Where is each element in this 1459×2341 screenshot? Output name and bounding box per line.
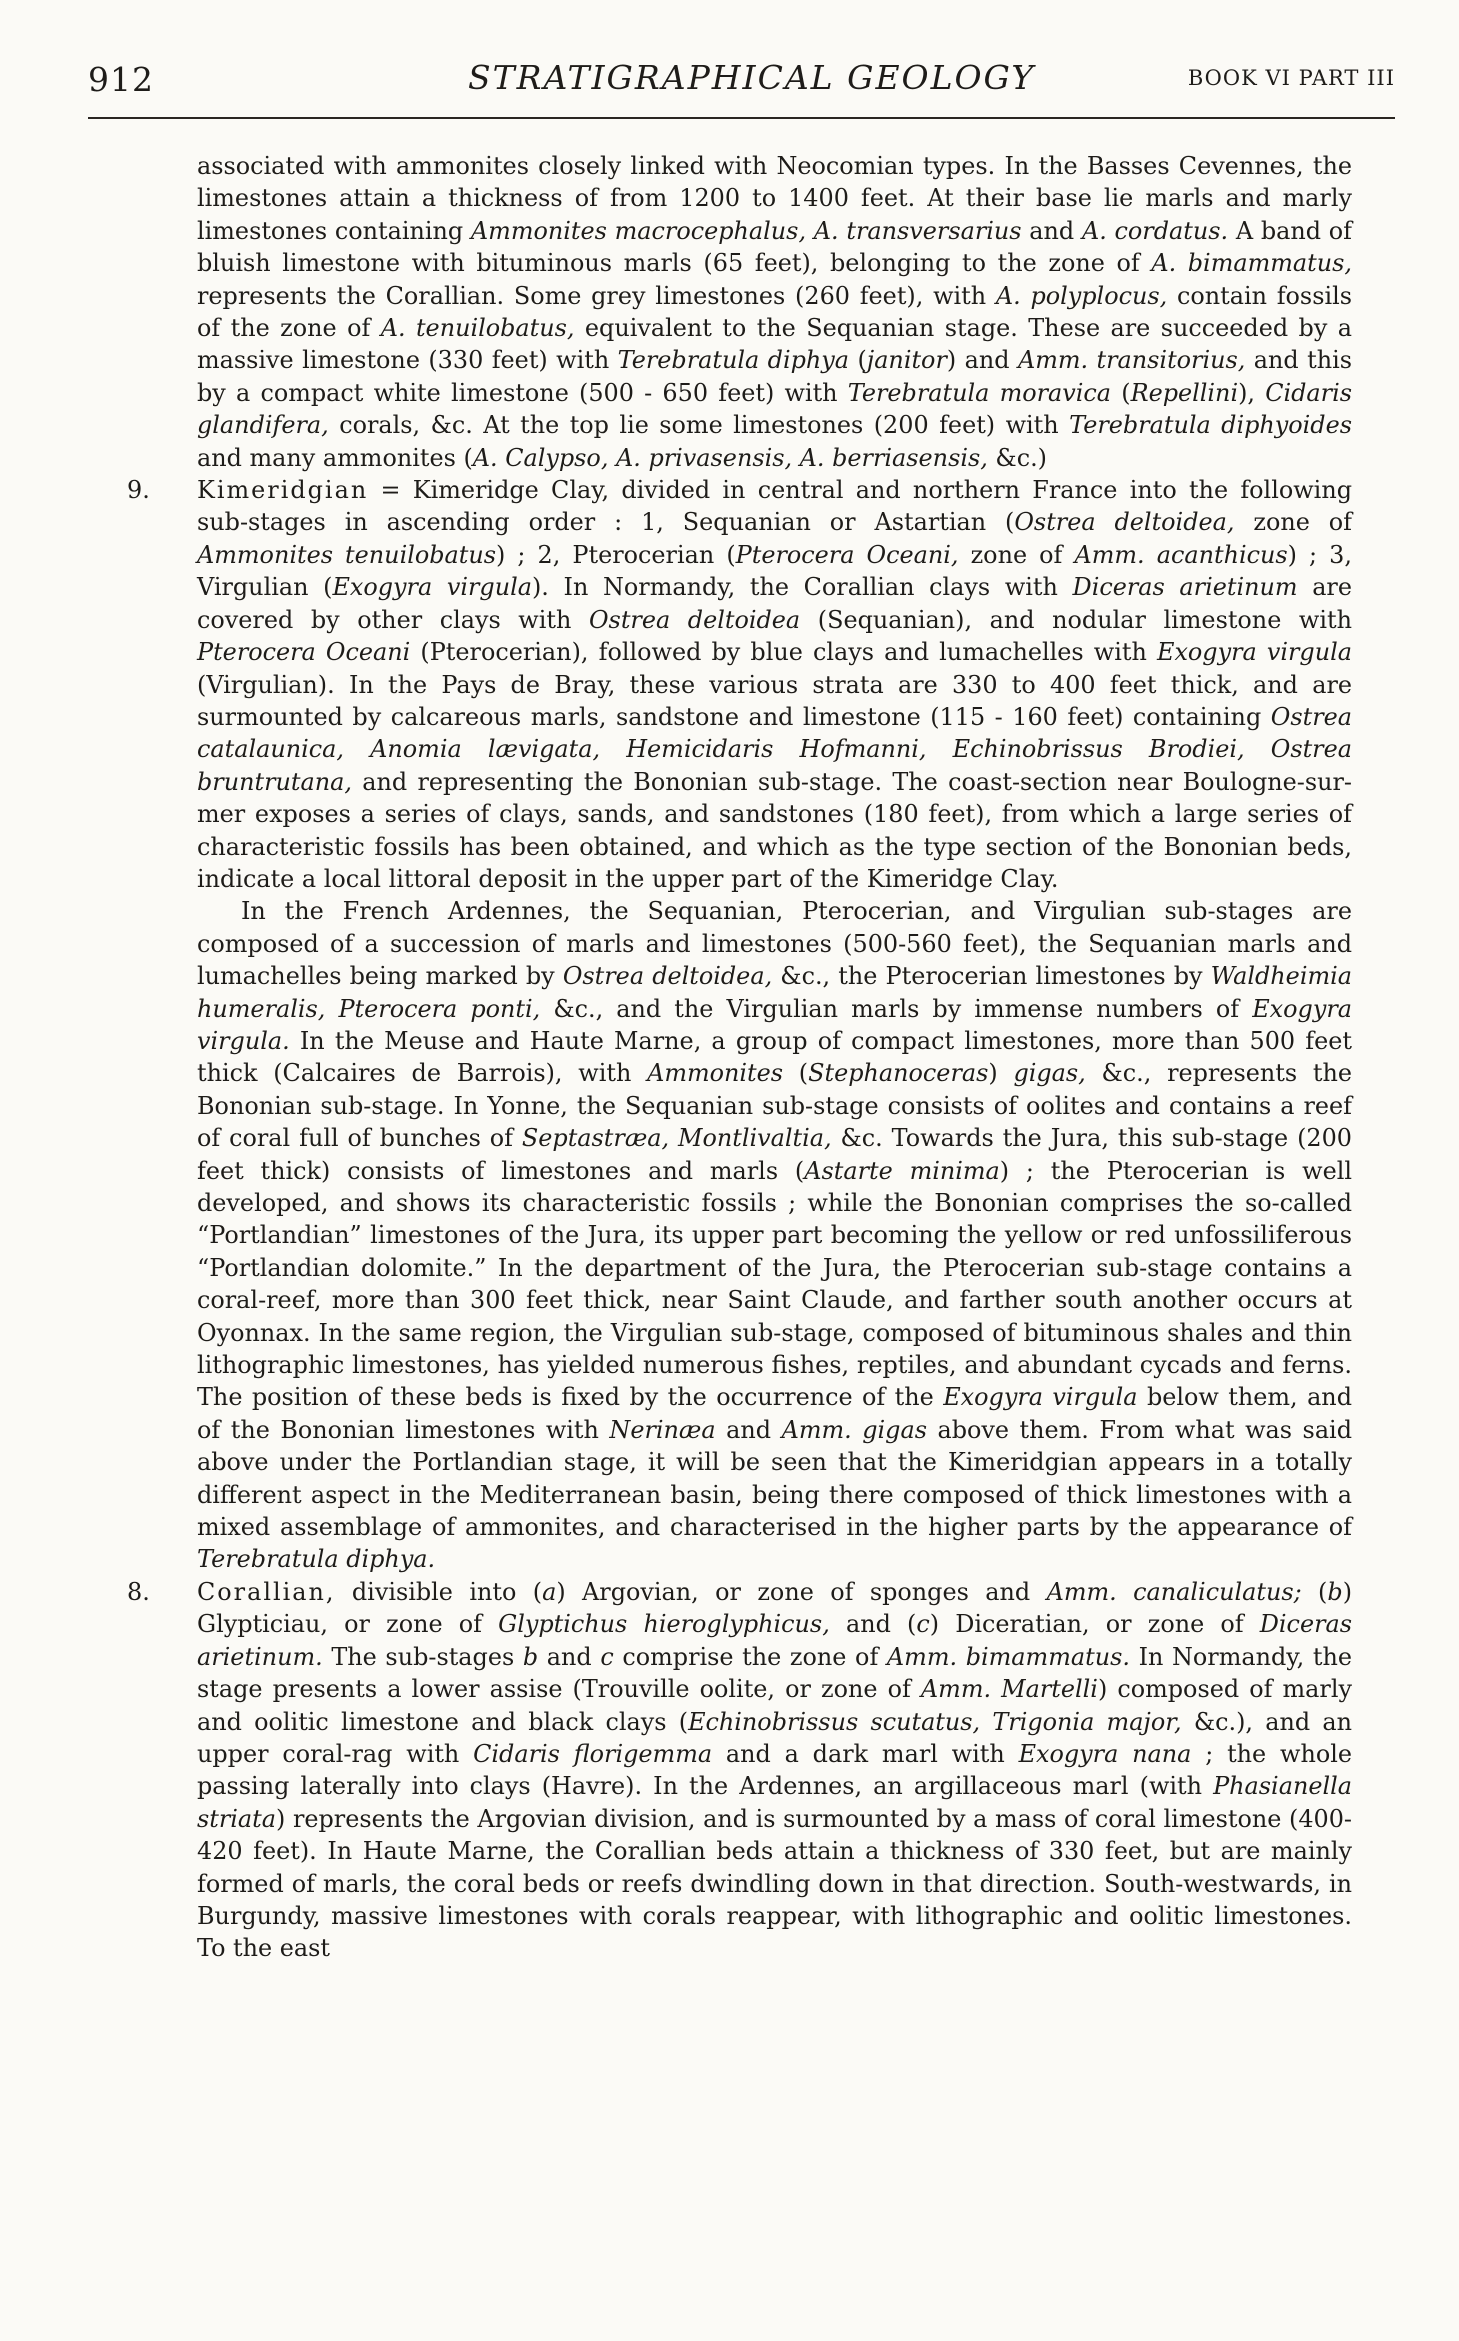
italic-text: Exogyra nana [1018, 1739, 1192, 1768]
italic-text: Ostrea catalaunica, Anomia lævigata, Hemicidaris Hofmanni, Echinobrissus Brodiei, Ostrea bruntrutana, [197, 702, 1352, 796]
italic-text: janitor [866, 346, 947, 375]
italic-text: A. cordatus. [1081, 216, 1229, 245]
text-run: &c.), and an upper coral-rag with [197, 1707, 1352, 1768]
text-run: &c., the Pterocerian limestones by [772, 962, 1211, 991]
paragraph [197, 150, 1352, 474]
italic-text: Amm. bimammatus. [886, 1642, 1130, 1671]
italic-text: gigas, [1013, 1059, 1086, 1088]
text-run: In the French Ardennes, the Sequanian, Pterocerian, and Virgulian sub-stages are composed of a succession of marls and limestones (500-560 feet), the Sequanian marls and lumachelles being marked by [197, 897, 1352, 991]
text-run: and ( [829, 1610, 917, 1639]
text-run: (Virgulian). In the Pays de Bray, these various strata are 330 to 400 feet thick, and are surmounted by calcareous marls, sandstone and limestone (115 - 160 feet) containing [197, 670, 1352, 731]
text-run: above them. From what was said above under the Portlandian stage, it will be seen that the Kimeridgian appears in a totally different aspect in the Mediterranean basin, being there composed of thick limestones with a mixed assemblage of ammonites, and characterised in the higher parts by the appearance of [197, 1415, 1352, 1542]
text-run: = Kimeridge Clay, divided in central and northern France into the following sub-stages in ascending order : 1, Sequanian or Astartian ( [197, 476, 1352, 537]
text-run: below them, and of the Bononian limestones with [197, 1383, 1352, 1444]
stage-name: Corallian, [197, 1577, 336, 1606]
paragraph [197, 895, 1352, 1576]
text-run: ) ; 2, Pterocerian ( [496, 540, 736, 569]
text-run: zone of [958, 540, 1075, 569]
italic-text: Amm. acanthicus [1074, 540, 1288, 569]
italic-text: Repellini [1130, 378, 1239, 407]
italic-text: Pterocera Oceani [197, 638, 411, 667]
text-run: In the Meuse and Haute Marne, a group of compact limestones, more than 500 feet thick (Calcaires de Barrois), with [197, 1026, 1352, 1088]
text-run: contain fossils of the zone of [197, 281, 1352, 343]
text-run: ). In Normandy, the Corallian clays with [531, 573, 1073, 602]
italic-text: Cidaris glandifera, [197, 378, 1352, 440]
italic-text: Ostrea deltoidea, [562, 962, 773, 991]
italic-text: Astarte minima [804, 1156, 1000, 1185]
paragraph [127, 1576, 1353, 1965]
text-run: &c. Towards the Jura, this sub-stage (200 feet thick) consists of limestones and marls ( [197, 1124, 1352, 1185]
italic-text: Terebratula diphya [617, 346, 850, 375]
text-run: ( [1111, 378, 1131, 407]
italic-text: Amm. gigas [781, 1415, 927, 1444]
text-run: ) [988, 1059, 1014, 1088]
text-run: &c., and the Virgulian marls by immense numbers of [540, 994, 1253, 1023]
text-run: and a dark marl with [712, 1739, 1019, 1768]
paragraph [127, 474, 1352, 895]
italic-text: Exogyra virgula [1157, 638, 1352, 667]
page-body [127, 150, 1353, 1965]
text-run: divisible into ( [335, 1577, 543, 1606]
italic-text: Terebratula moravica [847, 378, 1112, 407]
italic-text: Terebratula diphyoides [1069, 411, 1352, 440]
italic-text: Ammonites macrocephalus, A. transversarius [470, 216, 1022, 245]
text-run: ) Argovian, or zone of sponges and [556, 1577, 1047, 1606]
text-run: &c.) [987, 443, 1047, 472]
italic-text: A. Calypso, A. privasensis, A. berriasensis, [472, 443, 988, 472]
header-rule [88, 117, 1395, 119]
italic-text: Cidaris florigemma [473, 1739, 713, 1768]
text-run: ) Glypticiau, or zone of [197, 1577, 1353, 1639]
italic-text: Pterocera Oceani, [735, 540, 959, 569]
italic-text: Exogyra virgula [943, 1383, 1138, 1412]
text-run: and [538, 1642, 601, 1671]
text-run: ; the whole passing laterally into clays (Havre). In the Ardennes, an argillaceous marl (with [197, 1739, 1352, 1801]
italic-text: Diceras arietinum [1072, 573, 1298, 602]
italic-text: Exogyra virgula [332, 573, 532, 602]
text-run: ( [1301, 1577, 1328, 1606]
text-run: and [715, 1415, 782, 1444]
text-run: A band of bluish limestone with bituminous marls (65 feet), belonging to the zone of [197, 216, 1352, 278]
text-run: and many ammonites ( [197, 443, 473, 472]
italic-text: Terebratula diphya. [197, 1545, 436, 1574]
text-run: ) Diceratian, or zone of [929, 1610, 1260, 1639]
book-part-label: BOOK VI PART III [1187, 66, 1395, 90]
italic-text: Ammonites tenuilobatus [197, 540, 497, 569]
text-run: associated with ammonites closely linked with Neocomian types. In the Basses Cevennes, the limestones attain a thickness of from 1200 to 1400 feet. At their base lie marls and marly limestones containing [197, 152, 1352, 245]
text-run: zone of [1234, 508, 1352, 537]
text-run: ) and [946, 346, 1018, 375]
stage-name: Kimeridgian [197, 476, 369, 505]
text-run: comprise the zone of [613, 1642, 887, 1671]
text-run: ) ; the Pterocerian is well developed, and shows its characteristic fossils ; while the Bononian comprises the so-called “Portlandian” limestones of the Jura, its upper part becoming the yellow or red unfossiliferous “Portlandian dolomite.” In the department of the Jura, the Pterocerian sub-stage contains a coral-reef, more than 300 feet thick, near Saint Claude, and farther south another occurs at Oyonnax. In the same region, the Virgulian sub-stage, composed of bituminous shales and thin lithographic limestones, has yielded numerous fishes, reptiles, and abundant cycads and ferns. The position of these beds is fixed by the occurrence of the [197, 1156, 1352, 1412]
text-run: ), [1238, 378, 1266, 407]
italic-text: Amm. transitorius, [1017, 346, 1246, 375]
item-number: 8. [127, 1577, 150, 1606]
text-run: ) ; 3, Virgulian ( [197, 540, 1352, 602]
italic-text: Amm. canaliculatus; [1046, 1577, 1302, 1606]
text-run: corals, &c. At the top lie some limestones (200 feet) with [328, 411, 1070, 440]
text-run: ( [783, 1059, 809, 1088]
italic-text: Ammonites [647, 1059, 784, 1088]
italic-text: b [1327, 1577, 1343, 1606]
text-run: and [1021, 216, 1082, 245]
italic-text: Septastræa, Montlivaltia, [521, 1124, 832, 1153]
text-run: &c., represents the Bononian sub-stage. In Yonne, the Sequanian sub-stage consists of oolites and contains a reef of coral full of bunches of [197, 1059, 1352, 1153]
italic-text: b [522, 1642, 539, 1671]
text-run: represents the Corallian. Some grey limestones (260 feet), with [197, 281, 996, 310]
running-header [88, 52, 1395, 106]
text-run: (Sequanian), and nodular limestone with [800, 605, 1352, 634]
italic-text: A. tenuilobatus, [380, 314, 575, 343]
text-run: (Pterocerian), followed by blue clays and lumachelles with [410, 638, 1157, 667]
italic-text: c [916, 1610, 930, 1639]
italic-text: A. bimammatus, [1151, 249, 1352, 278]
italic-text: Waldheimia humeralis, Pterocera ponti, [197, 962, 1353, 1023]
italic-text: Echinobrissus scutatus, Trigonia major, [688, 1707, 1182, 1736]
text-run: are covered by other clays with [197, 573, 1352, 634]
italic-text: Phasianella striata [197, 1772, 1352, 1833]
text-run: In Normandy, the stage presents a lower assise (Trouville oolite, or zone of [197, 1642, 1352, 1704]
item-number: 9. [127, 476, 150, 505]
page-number: 912 [88, 60, 154, 99]
text-run: and this by a compact white limestone (500 - 650 feet) with [197, 346, 1353, 407]
italic-text: Glyptichus hieroglyphicus, [498, 1610, 830, 1639]
text-run: equivalent to the Sequanian stage. These are succeeded by a massive limestone (330 feet) with [197, 314, 1352, 375]
italic-text: Ostrea deltoidea, [1014, 508, 1235, 537]
italic-text: Diceras arietinum. [197, 1610, 1353, 1671]
italic-text: Amm. Martelli [920, 1675, 1098, 1704]
italic-text: Nerinæa [609, 1415, 716, 1444]
running-title: STRATIGRAPHICAL GEOLOGY [468, 58, 1036, 97]
text-run: and representing the Bononian sub-stage. The coast-section near Boulogne-sur-mer exposes a series of clays, sands, and sandstones (180 feet), from which a large series of characteristic fossils has been obtained, and which as the type section of the Bononian beds, indicate a local littoral deposit in the upper part of the Kimeridge Clay. [197, 767, 1352, 893]
text-run: ( [849, 346, 867, 375]
italic-text: Stephanoceras [808, 1059, 989, 1088]
italic-text: A. polyplocus, [995, 281, 1168, 310]
italic-text: c [600, 1642, 614, 1671]
italic-text: Ostrea deltoidea [588, 605, 801, 634]
italic-text: Exogyra virgula. [197, 994, 1352, 1055]
text-run: ) composed of marly and oolitic limestone and black clays ( [197, 1675, 1352, 1736]
text-run: The sub-stages [322, 1642, 523, 1671]
italic-text: a [542, 1577, 557, 1606]
text-run: ) represents the Argovian division, and is surmounted by a mass of coral limestone (400-420 feet). In Haute Marne, the Corallian beds attain a thickness of 330 feet, but are mainly formed of marls, the coral beds or reefs dwindling down in that direction. South-westwards, in Burgundy, massive limestones with corals reappear, with lithographic and oolitic limestones. To the east [197, 1804, 1352, 1963]
